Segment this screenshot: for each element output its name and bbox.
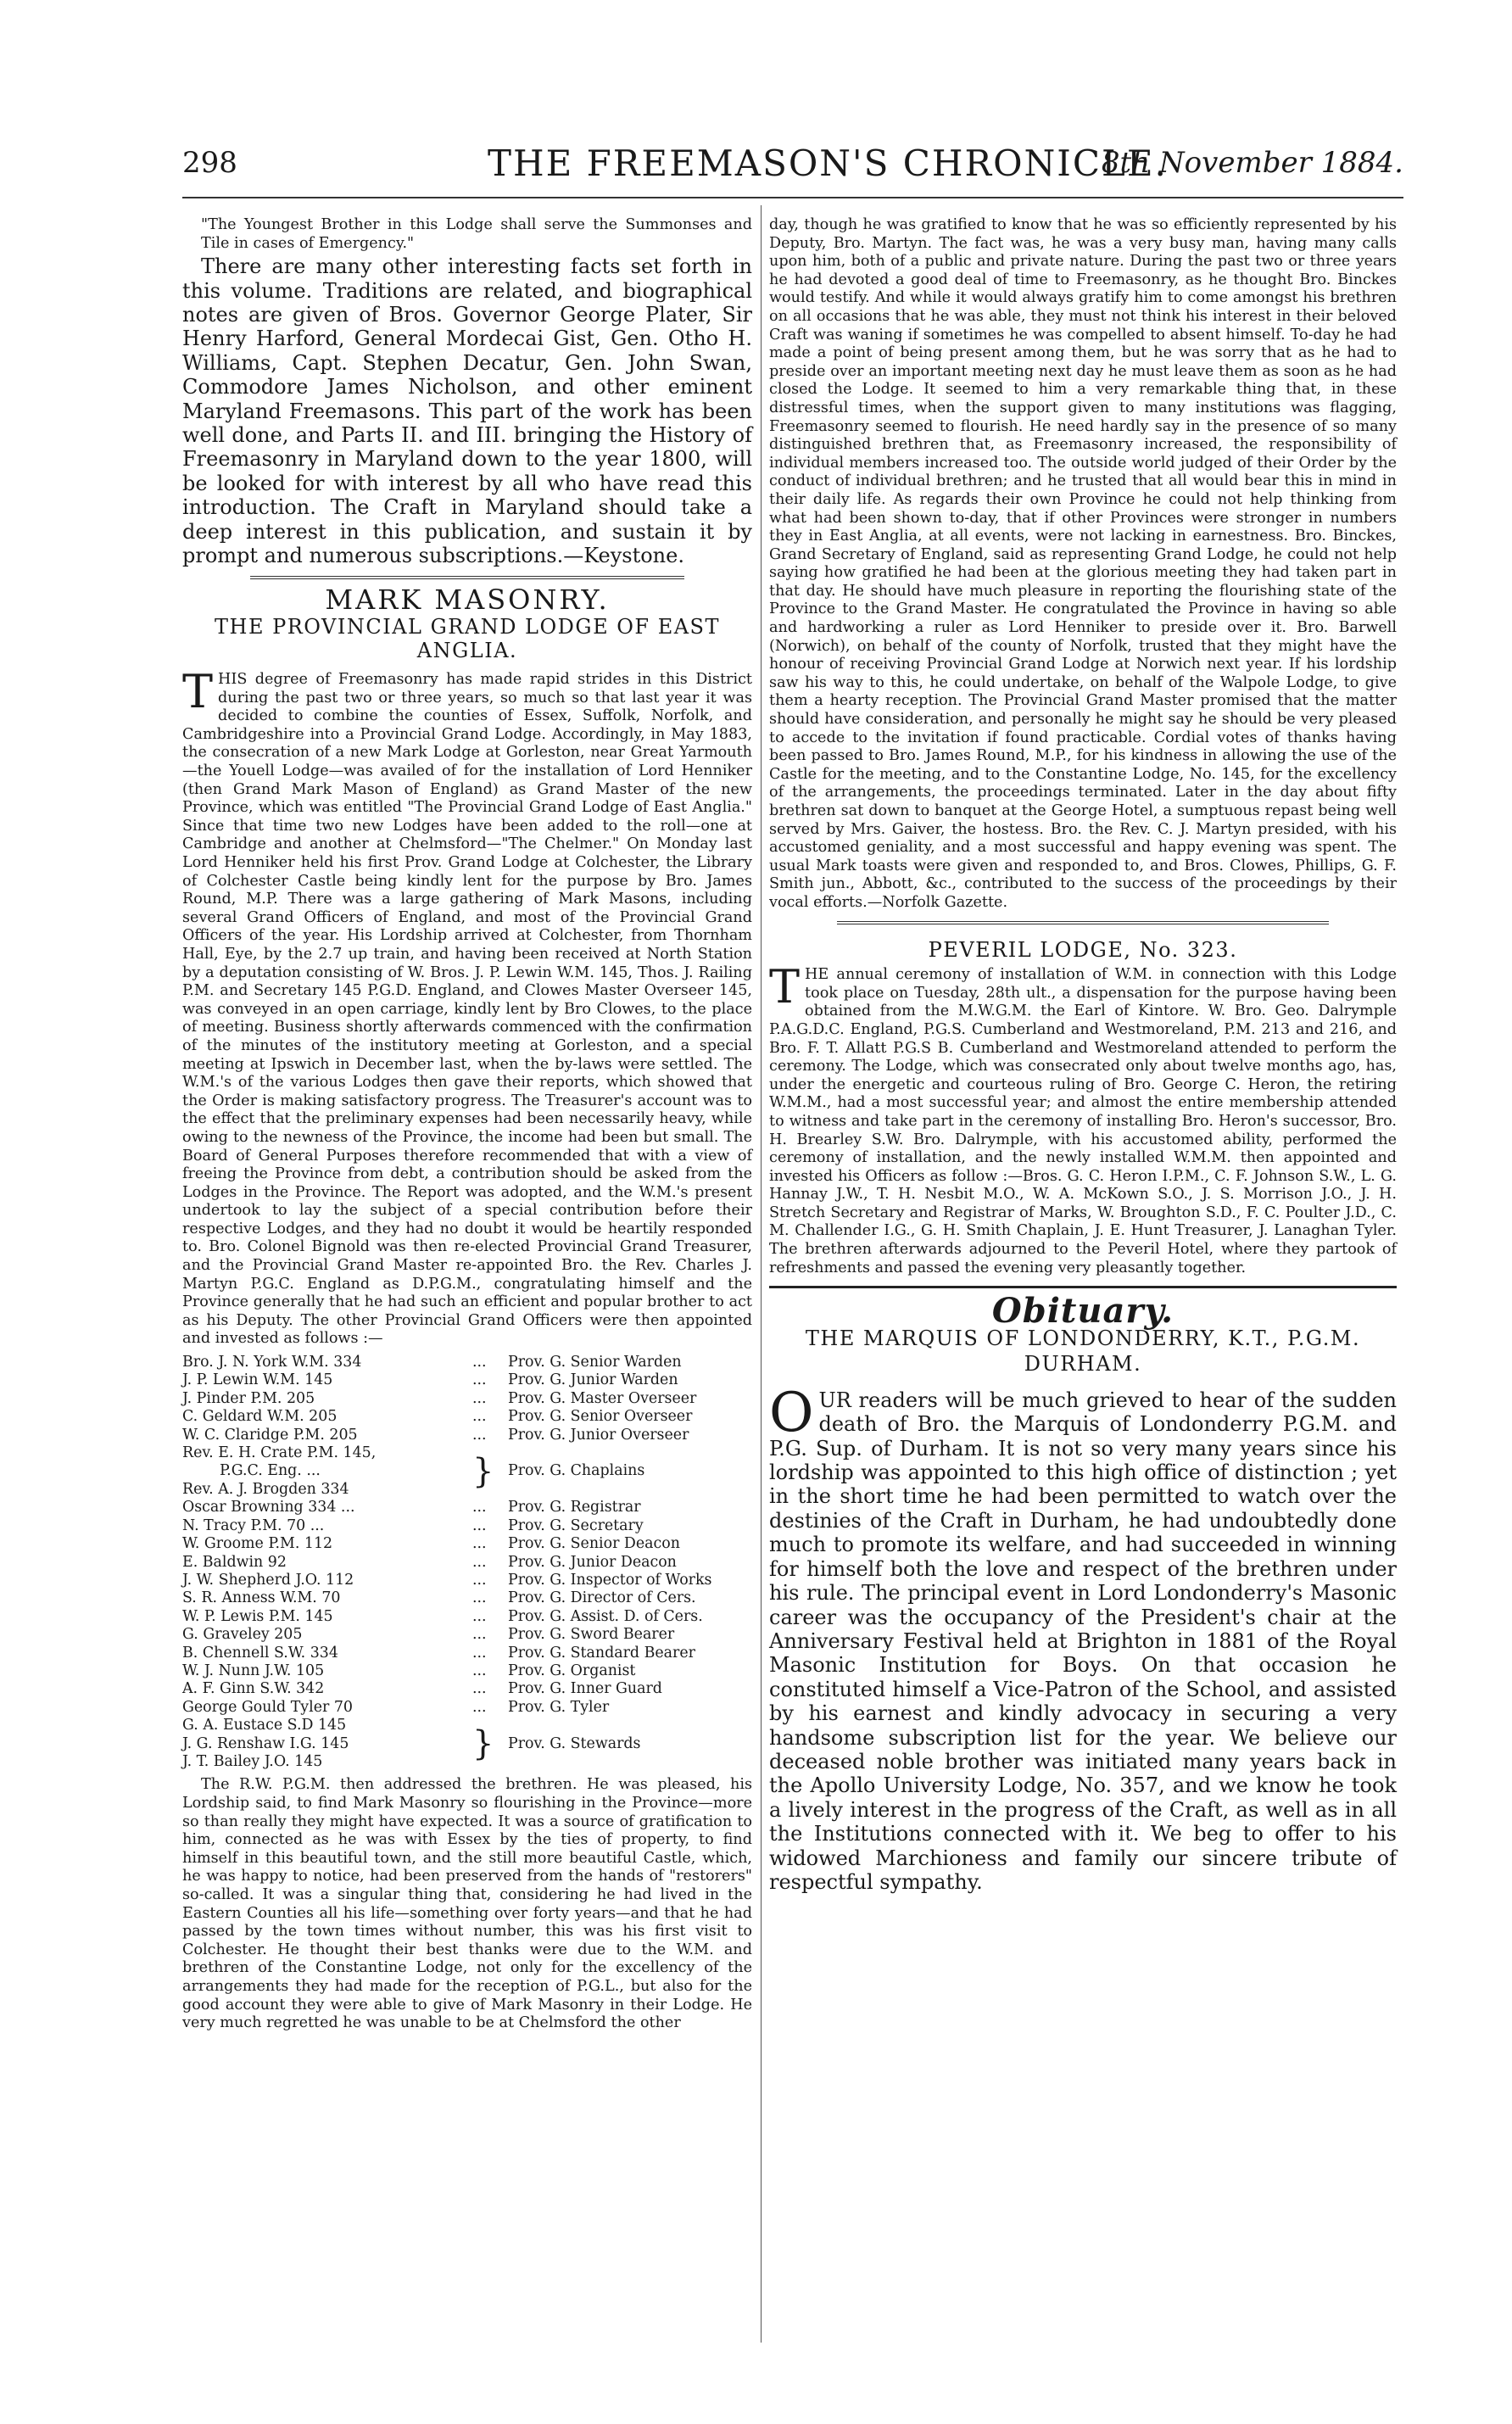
officer-name: E. Baldwin 92 [182, 1553, 287, 1571]
peveril-paragraph [769, 960, 1397, 1277]
obituary-paragraph-text: UR readers will be much grieved to hear of the sudden death of Bro. the Marquis of Londonderry P.G.M. and P.G. Sup. of Durham. It is not so very many years since his lordship was appointed to this high office of distinction ; yet in the short time he had been permitted to watch over the destinies of the Craft in Durham, he had undoubtedly done much to promote its welfare, and had succeeded in winning for himself both the love and respect of the brethren under his rule. The principal event in Lord Londonderry's Masonic career was the occupancy of the President's chair at the Anniversary Festival held at Brighton in 1881 of the Royal Masonic Institution for Boys. On that occasion he constituted himself a Vice-Patron of the School, and assisted by his earnest and kindly advocacy in securing a very handsome subscription list for the year. We believe our deceased noble brother was initiated many years back in the Apollo University Lodge, No. 357, and we know he took a lively interest in the progress of the Craft, as well as in all the Institutions connected with it. We beg to offer to his widowed Marchioness and family our sincere tribute of respectful sympathy. [769, 1388, 1397, 1894]
chaplain-name: P.G.C. Eng. ... [220, 1462, 321, 1480]
officer-office: Prov. G. Chaplains [508, 1462, 645, 1480]
officer-row: George Gould Tyler 70 ... Prov. G. Tyler [182, 1699, 752, 1717]
obituary-paragraph [769, 1381, 1397, 1895]
officer-name: G. Graveley 205 [182, 1626, 303, 1644]
officer-name: W. C. Claridge P.M. 205 [182, 1426, 358, 1444]
officer-office: Prov. G. Junior Warden [508, 1371, 678, 1389]
officer-office: Prov. G. Junior Overseer [508, 1426, 689, 1444]
header-rule [182, 197, 1403, 198]
officer-row: J. Pinder P.M. 205 ... Prov. G. Master Overseer [182, 1390, 752, 1408]
section-heading-peveril: PEVERIL LODGE, No. 323. [928, 937, 1238, 962]
steward-name: J. G. Renshaw I.G. 145 [182, 1734, 349, 1752]
section-separator [837, 921, 1329, 924]
chaplains-group [182, 1444, 752, 1499]
officer-name: N. Tracy P.M. 70 ... [182, 1516, 325, 1534]
officer-name: George Gould Tyler 70 [182, 1698, 353, 1716]
officer-name: B. Chennell S.W. 334 [182, 1644, 338, 1662]
stewards-group [182, 1717, 752, 1771]
left-column [182, 216, 752, 2035]
officer-row: A. F. Ginn S.W. 342 ... Prov. G. Inner Guard [182, 1680, 752, 1698]
officer-row: N. Tracy P.M. 70 ... ... Prov. G. Secretary [182, 1517, 752, 1535]
book-review-paragraph: There are many other interesting facts set forth in this volume. Traditions are related, and biographical notes are given of Bros. Governor George Plater, Sir Henry Harford, General Mordecai Gist, Gen. Otho H. Williams, Capt. Stephen Decatur, Gen. John Swan, Commodore James Nicholson, and other eminent Maryland Freemasons. This part of the work has been well done, and Parts II. and III. bringing the History of Freemasonry in Maryland down to the year 1800, will be looked for with interest by all who have read this introduction. The Craft in Maryland should take a deep interest in this publication, and sustain it by prompt and numerous subscriptions.—Keystone. [182, 254, 752, 568]
officer-name: Bro. J. N. York W.M. 334 [182, 1354, 362, 1371]
steward-name: G. A. Eustace S.D 145 [182, 1717, 347, 1734]
newspaper-title: THE FREEMASON'S CHRONICLE. [488, 142, 1168, 184]
officer-office: Prov. G. Inner Guard [508, 1680, 662, 1698]
subheading-east-anglia: THE PROVINCIAL GRAND LODGE OF EAST ANGLIA. [215, 615, 720, 663]
column-divider [761, 205, 762, 2343]
section-separator [250, 576, 684, 579]
officer-name: J. P. Lewin W.M. 145 [182, 1371, 333, 1389]
right-column [769, 216, 1397, 1896]
officer-row: W. P. Lewis P.M. 145 ... Prov. G. Assist. D. of Cers. [182, 1608, 752, 1626]
officer-office: Prov. G. Master Overseer [508, 1389, 697, 1407]
brace-glyph: } [472, 1724, 494, 1764]
officer-office: Prov. G. Registrar [508, 1499, 641, 1516]
officer-name: W. J. Nunn J.W. 105 [182, 1662, 325, 1679]
mark-paragraph-1-text: HIS degree of Freemasonry has made rapid strides in this District during the past two or three years, so much so that last year it was decided to combine the counties of Essex, Suffolk, Norfolk, and Cambridgeshire into a Provincial Grand Lodge. Accordingly, in May 1883, the consecration of a new Mark Lodge at Gorleston, near Great Yarmouth—the Youell Lodge—was availed of for the installation of Lord Henniker (then Grand Mark Mason of England) as Grand Master of the new Province, which was entitled "The Provincial Grand Lodge of East Anglia." Since that time two new Lodges have been added to the roll—one at Cambridge and another at Chelmsford—"The Chelmer." On Monday last Lord Henniker held his first Prov. Grand Lodge at Colchester, the Library of Colchester Castle being kindly lent for the purpose by Bro. James Round, M.P. There was a large gathering of Mark Masons, including several Grand Officers of England, and most of the Provincial Grand Officers of the year. His Lordship arrived at Colchester, from Thornham Hall, Eye, by the 2.7 up train, and having been received at North Station by a deputation consisting of W. Bros. J. P. Lewin W.M. 145, Thos. J. Railing P.M. and Secretary 145 P.G.D. England, and Clowes Master Overseer 145, was conveyed in an open carriage, kindly lent by Bro Clowes, to the place of meeting. Business shortly afterwards commenced with the confirmation of the minutes of the institutory meeting at Gorleston, and a special meeting at Ipswich in December last, when the by-laws were settled. The W.M.'s of the various Lodges then gave their reports, which showed that the Order is making satisfactory progress. The Treasurer's account was to the effect that the preliminary expenses had been necessarily heavy, while owing to the newness of the Province, the income had been but small. The Board of General Purposes therefore recommended that with a view of freeing the Province from debt, a contribution should be asked from the Lodges in the Province. The Report was adopted, and the W.M.'s present undertook to lay the subject of a special contribution before their respective Lodges, and they had no doubt it would be heartily responded to. Bro. Colonel Bignold was then re-elected Provincial Grand Treasurer, and the Provincial Grand Master re-appointed Bro. the Rev. Charles J. Martyn P.G.C. England as D.P.G.M., congratulating himself and the Province generally that he had such an efficient and popular brother to act as his Deputy. The other Provincial Grand Officers were then appointed and invested as follows :— [182, 671, 752, 1348]
officer-row: G. Graveley 205 ... Prov. G. Sword Bearer [182, 1626, 752, 1644]
officer-office: Prov. G. Senior Deacon [508, 1535, 680, 1553]
officer-row: C. Geldard W.M. 205 ... Prov. G. Senior Overseer [182, 1408, 752, 1426]
quote-paragraph: "The Youngest Brother in this Lodge shall serve the Summonses and Tile in cases of Emergency." [201, 216, 752, 252]
mark-paragraph-2: The R.W. P.G.M. then addressed the brethren. He was pleased, his Lordship said, to find Mark Masonry so flourishing in the Province—more so than really they might have expected. It was a source of gratification to him, connected as he was with Essex by the ties of property, to find himself in this beautiful town, and the still more beautiful Castle, which, he was happy to notice, had been preserved from the hands of "restorers" so-called. It was a singular thing that, considering he had lived in the Eastern Counties all his life—something over forty years—and that he had passed by the town times without number, this was his first visit to Colchester. He thought their best thanks were due to the W.M. and brethren of the Constantine Lodge, not only for the excellency of the arrangements they had made for the reception of P.G.L., but also for the good account they were able to give of Mark Masonry in their Lodge. He very much regretted he was unable to be at Chelmsford the other [182, 1776, 752, 2032]
officer-row: W. C. Claridge P.M. 205 ... Prov. G. Junior Overseer [182, 1427, 752, 1444]
officer-row: J. W. Shepherd J.O. 112 ... Prov. G. Inspector of Works [182, 1572, 752, 1589]
officer-office: Prov. G. Director of Cers. [508, 1589, 696, 1607]
officer-office: Prov. G. Stewards [508, 1734, 641, 1752]
drop-cap: T [769, 960, 801, 1014]
officer-office: Prov. G. Secretary [508, 1516, 644, 1534]
officer-name: A. F. Ginn S.W. 342 [182, 1680, 325, 1698]
officer-name: W. P. Lewis P.M. 145 [182, 1607, 333, 1625]
officer-name: C. Geldard W.M. 205 [182, 1408, 338, 1426]
drop-cap: O [769, 1381, 814, 1444]
officer-office: Prov. G. Assist. D. of Cers. [508, 1607, 703, 1625]
officer-row: Oscar Browning 334 ... ... Prov. G. Registrar [182, 1499, 752, 1516]
chaplain-name: Rev. E. H. Crate P.M. 145, [182, 1444, 377, 1462]
chaplain-name: Rev. A. J. Brogden 334 [182, 1480, 349, 1498]
section-heading-obituary: Obituary. [991, 1291, 1174, 1332]
officer-row: W. Groome P.M. 112 ... Prov. G. Senior Deacon [182, 1535, 752, 1553]
officer-office: Prov. G. Inspector of Works [508, 1571, 712, 1589]
issue-date: 8th November 1884. [1101, 146, 1403, 180]
obituary-title: THE MARQUIS OF LONDONDERRY, K.T., P.G.M. DURHAM. [805, 1326, 1361, 1376]
officer-row: W. J. Nunn J.W. 105 ... Prov. G. Organist [182, 1662, 752, 1680]
masthead [182, 142, 1403, 193]
section-heading-mark-masonry: MARK MASONRY. [325, 584, 610, 617]
officer-row: J. P. Lewin W.M. 145 ... Prov. G. Junior Warden [182, 1371, 752, 1389]
heavy-rule [769, 1286, 1397, 1288]
officers-table [182, 1354, 752, 1771]
officer-name: Oscar Browning 334 ... [182, 1499, 355, 1516]
page-number: 298 [182, 146, 237, 180]
officer-row: Bro. J. N. York W.M. 334 ... Prov. G. Senior Warden [182, 1354, 752, 1371]
officer-row: S. R. Anness W.M. 70 ... Prov. G. Director of Cers. [182, 1589, 752, 1607]
officer-row: E. Baldwin 92 ... Prov. G. Junior Deacon [182, 1554, 752, 1572]
officer-office: Prov. G. Organist [508, 1662, 636, 1679]
officer-name: W. Groome P.M. 112 [182, 1535, 333, 1553]
officer-office: Prov. G. Senior Overseer [508, 1408, 693, 1426]
officer-office: Prov. G. Tyler [508, 1698, 610, 1716]
brace-glyph: } [472, 1452, 494, 1492]
officer-name: S. R. Anness W.M. 70 [182, 1589, 341, 1607]
peveril-paragraph-text: HE annual ceremony of installation of W.M. in connection with this Lodge took place on Tuesday, 28th ult., a dispensation for the purpose having been obtained from the M.W.G.M. the Earl of Kintore. W. Bro. Geo. Dalrymple P.A.G.D.C. England, P.G.S. Cumberland and Westmoreland, P.M. 213 and 216, and Bro. F. T. Allatt P.G.S B. Cumberland and Westmoreland attended to perform the ceremony. The Lodge, which was consecrated only about twelve months ago, has, under the energetic and courteous ruling of Bro. George C. Heron, the retiring W.M.M., had a most successful year; and almost the entire membership attended to witness and take part in the ceremony of installing Bro. Heron's successor, Bro. H. Brearley S.W. Bro. Dalrymple, with his accustomed ability, performed the ceremony of installation, and the newly installed W.M.M. then appointed and invested his Officers as follow :—Bros. G. C. Heron I.P.M., C. F. Johnson S.W., L. G. Hannay J.W., T. H. Nesbit M.O., W. A. McKown S.O., J. S. Morrison J.O., J. H. Stretch Secretary and Registrar of Marks, W. Broughton S.D., F. C. Poulter J.D., C. M. Challender I.G., G. H. Smith Chaplain, J. E. Hunt Treasurer, J. Lanaghan Tyler. The brethren afterwards adjourned to the Peveril Hotel, where they partook of refreshments and passed the evening very pleasantly together. [769, 966, 1397, 1276]
officer-office: Prov. G. Junior Deacon [508, 1553, 677, 1571]
officer-name: J. W. Shepherd J.O. 112 [182, 1571, 354, 1589]
officer-office: Prov. G. Sword Bearer [508, 1626, 675, 1644]
officer-office: Prov. G. Senior Warden [508, 1354, 682, 1371]
mark-paragraph-1 [182, 665, 752, 1349]
drop-cap: T [182, 665, 214, 719]
officer-row: B. Chennell S.W. 334 ... Prov. G. Standard Bearer [182, 1645, 752, 1662]
officer-name: J. Pinder P.M. 205 [182, 1389, 315, 1407]
steward-name: J. T. Bailey J.O. 145 [182, 1752, 323, 1770]
officer-office: Prov. G. Standard Bearer [508, 1644, 695, 1662]
mark-paragraph-3: day, though he was gratified to know that he was so efficiently represented by his Deputy, Bro. Martyn. The fact was, he was a very busy man, having many calls upon him, both of a public and private nature. During the past two or three years he had devoted a good deal of time to Freemasonry, as he thought Bro. Binckes would testify. And while it would always gratify him to come amongst his brethren on all occasions that he was able, they must not think his interest in their beloved Craft was waning if sometimes he was compelled to absent himself. To-day he had made a point of being present among them, but he was sorry that as he had to preside over an important meeting next day he must leave them as soon as he had closed the Lodge. It seemed to him a very remarkable thing that, in these distressful times, when the support given to many institutions was flagging, Freemasonry seemed to flourish. He need hardly say in the presence of so many distinguished brethren that, as Freemasonry increased, the responsibility of individual members increased too. The outside world judged of their Order by the conduct of individual brethren; and he trusted that all would bear this in mind in their daily life. As regards their own Province he could not help thinking from what had been shown to-day, that if other Provinces were stronger in numbers they in East Anglia, at all events, were not lacking in earnestness. Bro. Binckes, Grand Secretary of England, said as representing Grand Lodge, he could not help saying how gratified he had been at the glorious meeting they had taken part in that day. He should have much pleasure in reporting the flourishing state of the Province to the Grand Master. He congratulated the Province in having so able and hardworking a ruler as Lord Henniker to preside over it. Bro. Barwell (Norwich), on behalf of the county of Norfolk, trusted that they might have the honour of receiving Provincial Grand Lodge at Norwich next year. If his lordship saw his way to this, he could undertake, on behalf of the Walpole Lodge, to give them a hearty reception. The Provincial Grand Master promised that the matter should have consideration, and personally he might say he should be very pleased to accede to the invitation if found practicable. Cordial votes of thanks having been passed to Bro. James Round, M.P., for his kindness in allowing the use of the Castle for the meeting, and to the Constantine Lodge, No. 145, for the excellency of the arrangements, the proceedings terminated. Later in the day about fifty brethren sat down to banquet at the George Hotel, a sumptuous repast being well served by Mrs. Gaiver, the hostess. Bro. the Rev. C. J. Martyn presided, with his accustomed geniality, and a most successful and happy evening was spent. The usual Mark toasts were given and responded to, and Bros. Clowes, Phillips, G. F. Smith jun., Abbott, &c., contributed to the success of the proceedings by their vocal efforts.—Norfolk Gazette. [769, 216, 1397, 911]
